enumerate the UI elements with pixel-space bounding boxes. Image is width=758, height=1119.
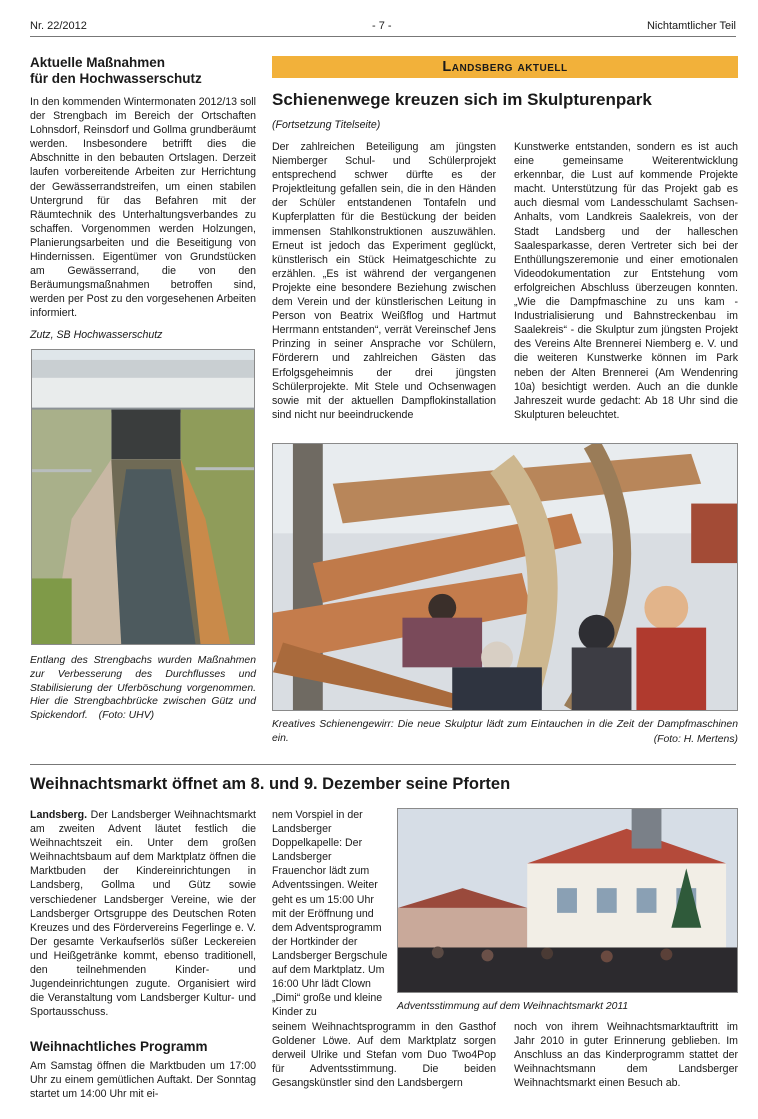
hochwasser-body: In den kommenden Wintermonaten 2012/13 soll der Strengbach im Bereich der Ortschaften Lohnsdorf, Reinsdorf und Gollma grundberäumt werden. Insbesondere betrifft dies die Abschnitte in den bebauten Ortslagen. Derzeit laufen vorbereitende Arbeiten zur Herrichtung der Gewässerrandstreifen, um einen stabilen Untergrund für das Befahren mit der Räumtechnik des Unterhaltungsverbandes zu schaffen. Vorgenommen werden Holzungen, Planierungsarbeiten und die Beseitigung von Hindernissen. Eigentümer von Grundstücken am Gewässerrand, die von den Beräumungsmaßnahmen betroffen sind, werden per Post zu den vorgesehenen Arbeiten informiert. <box>30 96 256 320</box>
section-label: Nichtamtlicher Teil <box>646 20 736 32</box>
skulptur-title: Schienenwege kreuzen sich im Skulpturenpark <box>272 90 652 109</box>
hochwasser-photo-credit: (Foto: UHV) <box>98 710 155 722</box>
skulptur-caption-text: Kreatives Schienengewirr: Die neue Skulptur lädt zum Eintauchen in die Zeit der Dampfmaschinen ein. <box>272 719 738 744</box>
hochwasser-title-line2: für den Hochwasserschutz <box>30 71 202 86</box>
weihnacht-caption: Adventsstimmung auf dem Weihnachtsmarkt 2011 <box>397 1001 629 1012</box>
weihnacht-dateline: Landsberg. <box>30 809 88 821</box>
landsberg-aktuell-banner: Landsberg aktuell <box>272 56 738 78</box>
strengbach-bridge-photo <box>31 349 255 645</box>
skulptur-photo-credit: (Foto: H. Mertens) <box>653 733 738 745</box>
section-divider <box>30 764 736 765</box>
weihnacht-lead-text: Der Landsberger Weihnachtsmarkt am zweiten Advent läutet festlich die Weihnachtszeit ein. Unter dem großen Weihnachtsbaum auf dem Marktplatz öffnen die Marktbuden der Kindereinrichtungen in Landsberg, Gollma und Gütz sowie verschiedener Landsberger Vereine, wie der Landsberger Ortsgruppe des Deutschen Roten Kreuzes und des Fördervereins Fegerlinge e. V. Der gesamte Verkaufserlös süßer Leckereien und Heißgetränke kommt, ebenso traditionell, den teilnehmenden Kinder- und Jugendeinrichtungen zugute. Organisiert wird die Veranstaltung vom Landsberger Kultur- und Sportausschuss. <box>30 809 256 1019</box>
page-number: - 7 - <box>372 20 392 32</box>
weihnacht-column-2b: seinem Weihnachtsprogramm in den Gasthof Goldener Löwe. Auf dem Marktplatz sorgen derweil Ulrike und Stefan vom Duo Two4Pop für Adventsstimmung. Die beiden Gesangskünstler sind den Landsbergern <box>272 1021 496 1090</box>
sculpture-photo <box>272 443 738 711</box>
weihnachtsmarkt-photo <box>397 808 738 993</box>
hochwasser-title <box>30 55 256 87</box>
hochwasser-caption <box>30 654 256 723</box>
skulptur-caption <box>272 718 738 747</box>
hochwasser-caption-text: Entlang des Strengbachs wurden Maßnahmen zur Verbesserung des Durchflusses und Stabilisierung der Uferböschung vorgenommen. Hier die Strengbachbrücke zwischen Gütz und Spickendorf. <box>30 655 256 722</box>
weihnacht-lead <box>30 808 256 1019</box>
programm-body: Am Samstag öffnen die Marktbuden um 17:00 Uhr zu einem gemütlichen Auftakt. Der Sonntag startet um 14:00 Uhr mit ei- <box>30 1060 256 1101</box>
hochwasser-title-line1: Aktuelle Maßnahmen <box>30 55 166 70</box>
weihnacht-column-3: noch von ihrem Weihnachtsmarktauftritt im Jahr 2010 in guter Erinnerung geblieben. Im Anschluss an das Kinderprogramm stattet der Weihnachtsmann dem Landsberger Weihnachtsmarkt einen Besuch ab. <box>514 1021 738 1090</box>
skulptur-column-1: Der zahlreichen Beteiligung am jüngsten Niemberger Schul- und Schülerprojekt entsprechend schwer dürfte es der Projektleitung gefallen sein, die in den Händen der Schüler entstandenen Tontafeln und Kupferplatten für die Bestückung der beiden immensen Stahlkonstruktionen auszuwählen. Erneut ist jedoch das Experiment geglückt, künstlerisch ein Stück Heimatgeschichte zu erzählen. „Es ist während der vergangenen Projekte eine besondere Beziehung zwischen dem Verein und der künstlerischen Leitung in Person von Beatrix Weißflog und Hartmut Herrmann entstanden“, verrät Vereinschef Jens Prinzing in seiner Ansprache vor Schülern, Förderern und zahlreichen Gästen das Erfolgsgeheimnis der drei jüngsten Schülerprojekte. Mit Stele und Ochsenwagen sowie mit der aktuellen Dampflokinstallation sind nicht nur beeindruckende <box>272 141 496 421</box>
issue-number: Nr. 22/2012 <box>30 20 87 32</box>
header-rule <box>30 36 736 37</box>
skulptur-column-2: Kunstwerke entstanden, sondern es ist auch eine gemeinsame Weiterentwicklung erkennbar, die Lust auf kommende Projekte macht. Unterstützung für das Projekt gab es auch diesmal vom Landesschulamt Sachsen-Anhalts, vom Landkreis Saalekreis, von der Stadt Landsberg und der halleschen Saalesparkasse, deren Vertreter sich bei der Enthüllungszeremonie und einer emotionalen Videodokumentation zur Entstehung vom erfolgreichen Abschluss überzeugen konnten. „Wie die Dampfmaschine zu uns kam - Industrialisierung und Bahnstreckenbau im Saalekreis“ - die Skulptur zum jüngsten Projekt des Vereins Alte Brennerei Niemberg e. V. und die weiteren Kunstwerke können im Park neben der Alten Brennerei (Am Wendenring 10a) besichtigt werden. Auch an die dunkle Jahreszeit wurde gedacht: Ab 18 Uhr sind die Skulpturen beleuchtet. <box>514 141 738 421</box>
skulptur-subtitle: (Fortsetzung Titelseite) <box>272 119 381 131</box>
programm-subtitle: Weihnachtliches Programm <box>30 1039 208 1054</box>
weihnacht-title: Weihnachtsmarkt öffnet am 8. und 9. Dezember seine Pforten <box>30 775 511 793</box>
hochwasser-author: Zutz, SB Hochwasserschutz <box>30 329 163 341</box>
weihnacht-column-2: nem Vorspiel in der Landsberger Doppelkapelle: Der Landsberger Frauenchor lädt zum Adventssingen. Weiter geht es um 15:00 Uhr mit der Eröffnung und dem Adventsprogramm der Hortkinder der Landsberger Bergschule auf dem Marktplatz. Um 16:00 Uhr lädt Clown „Dimi“ große und kleine Kinder zu <box>272 809 388 1019</box>
